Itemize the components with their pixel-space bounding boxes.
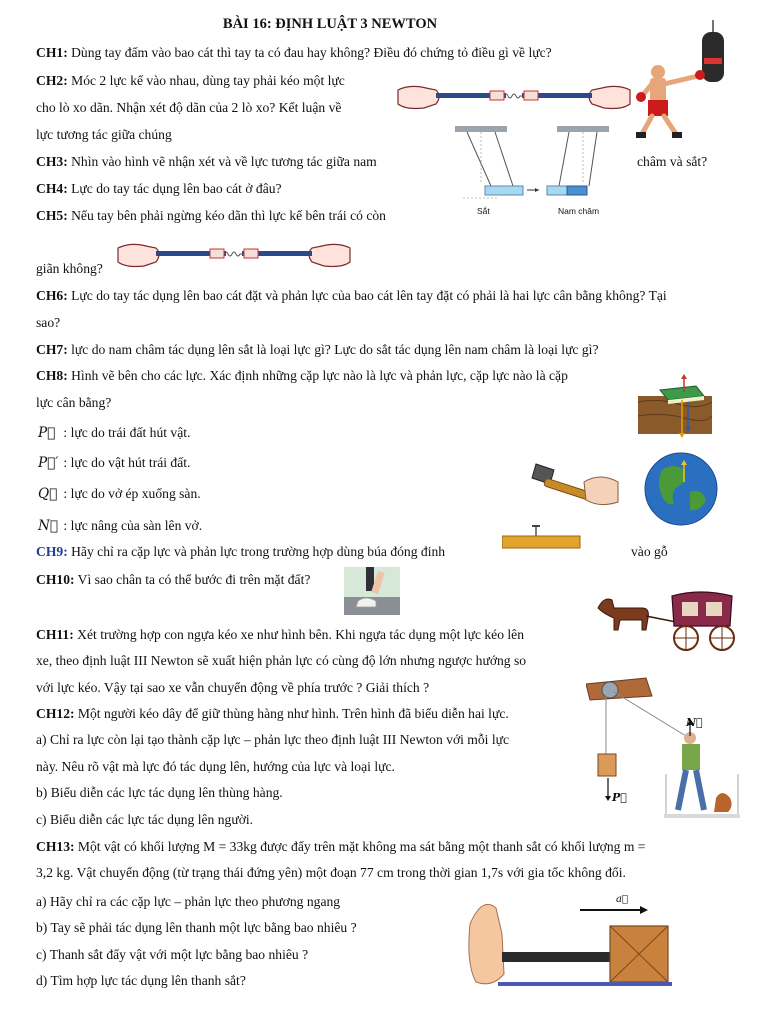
question-text: Hình vẽ bên cho các lực. Xác định những cặp lực nào là lực và phản lực, cặp lực nào là cặp (67, 368, 568, 383)
hand-rod-crate-diagram (462, 894, 672, 988)
book-on-table-illustration (638, 372, 712, 440)
question-2-line3: lực tương tác giữa chúng (36, 127, 172, 142)
force-symbol: N⃗ (38, 518, 59, 534)
iron-label: Sắt (477, 206, 490, 216)
question-13-c: c) Thanh sắt đẩy vật với một lực bằng bao nhiêu ? (36, 947, 309, 962)
question-label: CH12: (36, 706, 75, 721)
question-label: CH10: (36, 572, 75, 587)
question-11 (36, 626, 524, 644)
question-text: Nhìn vào hình vẽ nhận xét và về lực tương tác giữa nam (67, 154, 377, 169)
acceleration-label: a⃗ (616, 894, 628, 905)
question-label: CH11: (36, 627, 74, 642)
force-description: : lực do trái đất hút vật. (60, 425, 191, 440)
question-5-line2: giãn không? (36, 261, 103, 276)
question-text: Lực do tay tác dụng lên bao cát ở đâu? (67, 181, 282, 196)
spring-scales-hands-illustration (116, 238, 352, 274)
question-text: lực do nam châm tác dụng lên sắt là loại lực gì? Lực do sắt tác dụng lên nam châm là loại lực gì? (67, 342, 599, 357)
question-12-b: b) Biểu diễn các lực tác dụng lên thùng hàng. (36, 785, 283, 800)
normal-force-label: N⃗ (686, 716, 703, 729)
question-text: Một người kéo dây để giữ thùng hàng như hình. Trên hình đã biểu diễn hai lực. (74, 706, 509, 721)
question-12 (36, 705, 509, 723)
force-item (38, 485, 201, 503)
question-13-d: d) Tìm hợp lực tác dụng lên thanh sắt? (36, 973, 246, 988)
question-label: CH8: (36, 368, 68, 383)
question-label: CH13: (36, 839, 75, 854)
force-item (38, 454, 190, 472)
question-label: CH3: (36, 154, 68, 169)
question-10 (36, 571, 310, 589)
question-7 (36, 341, 598, 359)
question-6 (36, 287, 667, 305)
question-text: Lực do tay tác dụng lên bao cát đặt và phản lực của bao cát lên tay đặt có phải là hai lực cân bằng không? Tại (67, 288, 667, 303)
question-12-a1: a) Chỉ ra lực còn lại tạo thành cặp lực – phản lực theo định luật III Newton với mỗi lực (36, 732, 510, 747)
question-11-line3: với lực kéo. Vậy tại sao xe vẫn chuyển động về phía trước ? Giải thích ? (36, 680, 430, 695)
question-text: Vì sao chân ta có thể bước đi trên mặt đất? (74, 572, 311, 587)
force-item (38, 424, 190, 442)
force-symbol: Q⃗ (38, 486, 58, 502)
question-13-b: b) Tay sẽ phải tác dụng lên thanh một lực bằng bao nhiêu ? (36, 920, 357, 935)
page-title: BÀI 16: ĐỊNH LUẬT 3 NEWTON (222, 16, 438, 32)
spring-scales-hands-illustration (396, 80, 632, 116)
force-symbol: P⃗ (38, 425, 56, 441)
question-8-line2: lực cân bằng? (36, 395, 112, 410)
question-2-line2: cho lò xo dãn. Nhận xét độ dãn của 2 lò xo? Kết luận về (36, 100, 342, 115)
force-description: : lực do vật hút trái đất. (60, 455, 191, 470)
question-label: CH2: (36, 73, 68, 88)
question-9 (36, 543, 445, 561)
force-description: : lực nâng của sàn lên vở. (60, 518, 203, 533)
force-description: : lực do vở ép xuống sàn. (60, 486, 201, 501)
pulley-person-box-diagram (586, 674, 742, 822)
question-label: CH9: (36, 544, 68, 559)
question-11-line2: xe, theo định luật III Newton sẽ xuất hiện phản lực có cùng độ lớn nhưng ngược hướng so (36, 653, 527, 668)
question-12-c: c) Biểu diễn các lực tác dụng lên người. (36, 812, 254, 827)
question-3-tail: châm và sắt? (637, 154, 708, 169)
question-5 (36, 207, 386, 225)
question-1 (36, 44, 552, 62)
question-13-line2: 3,2 kg. Vật chuyển động (từ trạng thái đứng yên) một đoạn 77 cm trong thời gian 1,7s với gia tốc không đổi. (36, 865, 626, 880)
question-2 (36, 72, 345, 90)
question-label: CH1: (36, 45, 68, 60)
question-label: CH7: (36, 342, 68, 357)
question-text: Nếu tay bên phải ngừng kéo dãn thì lực kế bên trái có còn (67, 208, 386, 223)
earth-globe-illustration (644, 452, 718, 526)
question-text: Xét trường hợp con ngựa kéo xe như hình bên. Khi ngựa tác dụng một lực kéo lên (73, 627, 525, 642)
question-12-a2: này. Nêu rõ vật mà lực đó tác dụng lên, hướng của lực và loại lực. (36, 759, 395, 774)
question-3 (36, 153, 377, 171)
question-text: Dùng tay đấm vào bao cát thì tay ta có đau hay không? Điều đó chứng tỏ điều gì về lực? (67, 45, 552, 60)
horse-carriage-illustration (590, 586, 740, 654)
force-item (38, 517, 202, 535)
question-label: CH4: (36, 181, 68, 196)
magnet-label: Nam châm (558, 206, 600, 216)
question-8 (36, 367, 568, 385)
question-9-tail: vào gỗ (631, 544, 668, 559)
force-symbol: P⃗′ (38, 455, 59, 471)
weight-force-label: P⃗ (612, 791, 627, 804)
question-4 (36, 180, 282, 198)
question-label: CH6: (36, 288, 68, 303)
question-13 (36, 838, 645, 856)
hammer-hand-illustration (528, 462, 622, 512)
question-6-line2: sao? (36, 315, 61, 330)
question-text: Móc 2 lực kế vào nhau, dùng tay phải kéo một lực (67, 73, 345, 88)
question-13-a: a) Hãy chỉ ra các cặp lực – phản lực theo phương ngang (36, 894, 341, 909)
boxer-punching-bag-illustration (620, 18, 730, 140)
question-label: CH5: (36, 208, 68, 223)
walking-feet-photo (344, 567, 400, 615)
wood-board-nail-illustration (502, 524, 582, 550)
question-text: Hãy chỉ ra cặp lực và phản lực trong trường hợp dùng búa đóng đinh (67, 544, 446, 559)
question-text: Một vật có khối lượng M = 33kg được đẩy trên mặt không ma sát bằng một thanh sắt có khối lượng m = (74, 839, 646, 854)
